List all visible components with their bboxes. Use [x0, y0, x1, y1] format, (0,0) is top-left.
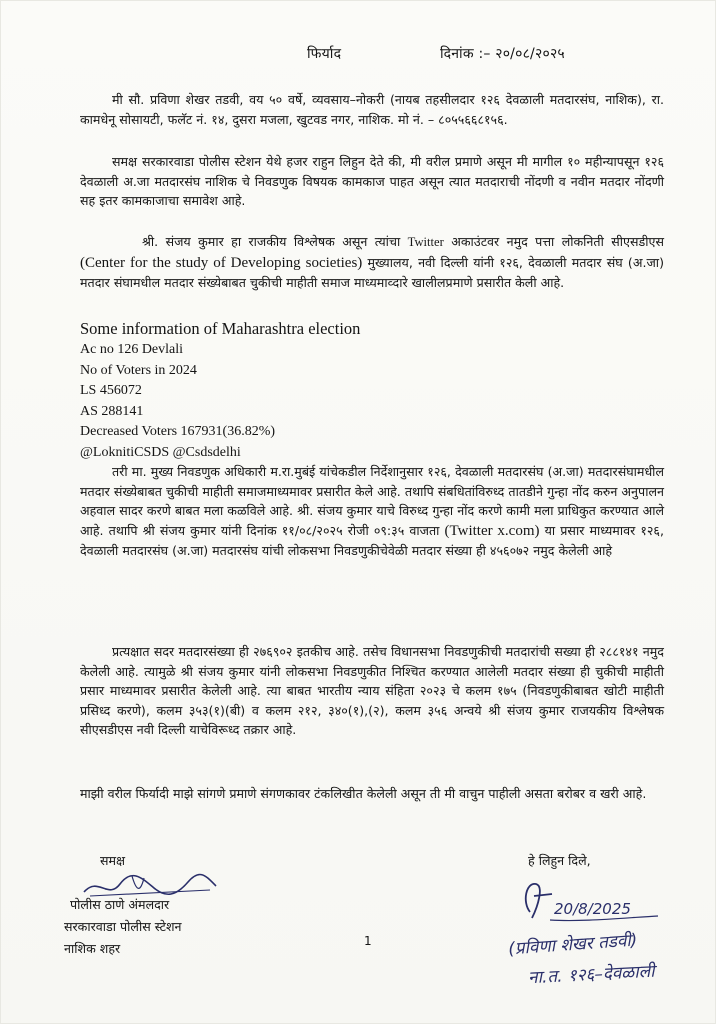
- document-date: दिनांक :– २०/०८/२०२५: [440, 46, 565, 62]
- directive-paragraph: [80, 462, 664, 561]
- quoted-post-line: @LoknitiCSDS @Csdsdelhi: [80, 444, 241, 460]
- verification-paragraph: माझी वरील फिर्यादी माझे सांगणे प्रमाणे संगणकावर टंकलिखीत केलेली असून ती मी वाचुन पाहीली असता बरोबर व खरी आहे.: [80, 786, 647, 801]
- statement-paragraph: समक्ष सरकारवाडा पोलीस स्टेशन येथे हजर राहुन लिहुन देते की, मी वरील प्रमाणे असून मी मागील १० महीन्यापसून १२६ देवळाली अ.जा मतदारसंघ नाशिक चे निवडणुक विषयक कामकाज पाहत असून त्यात मतदाराची नोंदणी व नवीन मतदार नोंदणी सह इतर कामकाजाचा समावेश आहे.: [80, 154, 664, 209]
- analyst-paragraph: [80, 232, 664, 293]
- twitter-xcom: (Twitter x.com): [444, 522, 540, 539]
- police-station-name: सरकारवाडा पोलीस स्टेशन: [64, 919, 182, 934]
- city-name: नाशिक शहर: [64, 941, 121, 956]
- directive-text-a: तरी मा. मुख्य निवडणुक अधिकारी म.रा.मुबंई यांचेकडील निर्देशानुसार १२६, देवळाली मतदारसंघ (अ.जा) मतदारसंघामधील मतदार संख्येबाबत चुकीची माहीती समाजमाध्यमावर प्रसारीत केले आहे. तथापि संबधितांविरुध्द तातडीने गुन्हा नोंद करुन अनुपालन अहवाल सादर करणे बाबत मला कळविले आहे. श्री. संजय कुमार याचे विरुध्द गुन्हा नोंद करणे कामी मला प्राधिकुत करण्यात आले आहे. तथापि श्री संजय कुमार यांनी दिनांक ११/०८/२०२५ रोजी ०९:३५ वाजता: [80, 464, 664, 538]
- directive-text-b: या प्रसार माध्यमावर १२६, देवळाली मतदारसंघ (अ.जा) मतदारसंघ यांची लोकसभा निवडणुकीचेवेळी मतदार संख्या ही ४५६०७२ नमुद केलेली आहे: [80, 522, 664, 559]
- quoted-post-line: Decreased Voters 167931(36.82%): [80, 424, 276, 439]
- officer-title: पोलीस ठाणे अंमलदार: [70, 897, 170, 912]
- officer-details: [64, 894, 182, 960]
- actual-count-paragraph: प्रत्यक्षात सदर मतदारसंख्या ही २७६९०२ इतकीच आहे. तसेच विधानसभा निवडणुकीची मतदारांची सख्या ही २८८१४१ नमुद केलेली आहे. त्यामुळे श्री संजय कुमार यांनी लोकसभा निवडणुकीत निश्चित करण्यात आलेली मतदार संख्या ही चुकीची माहीती प्रसार माध्यमावर प्रसारीत केलेली आहे. त्या बाबत भारतीय न्याय संहिता २०२३ चे कलम १७५ (निवडणुकीबाबत खोटी माहीती प्रसिध्द करणे), कलम ३५३(१)(बी) व कलम २१२, ३४०(१),(२), कलम ३५६ अन्वये श्री संजय कुमार राजयकीय विश्लेषक सीएसडीएस नवी दिल्ली याचेविरूध्द तक्रार आहे.: [80, 644, 664, 738]
- quoted-post-line: LS 456072: [80, 383, 142, 398]
- document-title: फिर्याद: [307, 46, 342, 62]
- twitter-word: Twitter: [407, 235, 444, 249]
- quoted-post-heading: Some information of Maharashtra election: [80, 319, 361, 338]
- csds-fullname: (Center for the study of Developing societies): [80, 254, 363, 271]
- signature-date: 20/8/2025: [554, 900, 631, 918]
- written-by-label: हे लिहुन दिले,: [528, 853, 591, 868]
- quoted-post-line: Ac no 126 Devlali: [80, 342, 184, 357]
- handwritten-constituency: ना.त. १२६–देवळाली: [527, 961, 656, 989]
- handwritten-name: (प्रविणा शेखर तडवी): [507, 930, 639, 960]
- quoted-post-block: [80, 318, 640, 463]
- quoted-post-line: No of Voters in 2024: [80, 362, 197, 378]
- analyst-text-b: अकाउंटवर नमुद पत्ता लोकनिती सीएसडीएस: [451, 234, 664, 249]
- page-number: 1: [364, 934, 372, 948]
- complainant-signature: [512, 872, 662, 928]
- analyst-text-c: मुख्यालय, नवी दिल्ली यांनी १२६, देवळाली मतदार संघ (अ.जा) मतदार संघामधील मतदार संख्येबाबत चुकीची माहीती समाज माध्यमाव्दारे खालीलप्रमाणे प्रसारीत केली आहे.: [80, 254, 664, 291]
- samaksh-label: समक्ष: [100, 853, 126, 868]
- analyst-text-a: श्री. संजय कुमार हा राजकीय विश्लेषक असून त्यांचा: [142, 234, 401, 249]
- quoted-post-line: AS 288141: [80, 403, 144, 419]
- complainant-intro-paragraph: मी सौ. प्रविणा शेखर तडवी, वय ५० वर्षे, व्यवसाय–नोकरी (नायब तहसीलदार १२६ देवळाली मतदारसंघ, नाशिक), रा. कामधेनू सोसायटी, फलॅट नं. १४, दुसरा मजला, खुटवड नगर, नाशिक. मो नं. – ८०५५६६८१५६.: [80, 92, 664, 127]
